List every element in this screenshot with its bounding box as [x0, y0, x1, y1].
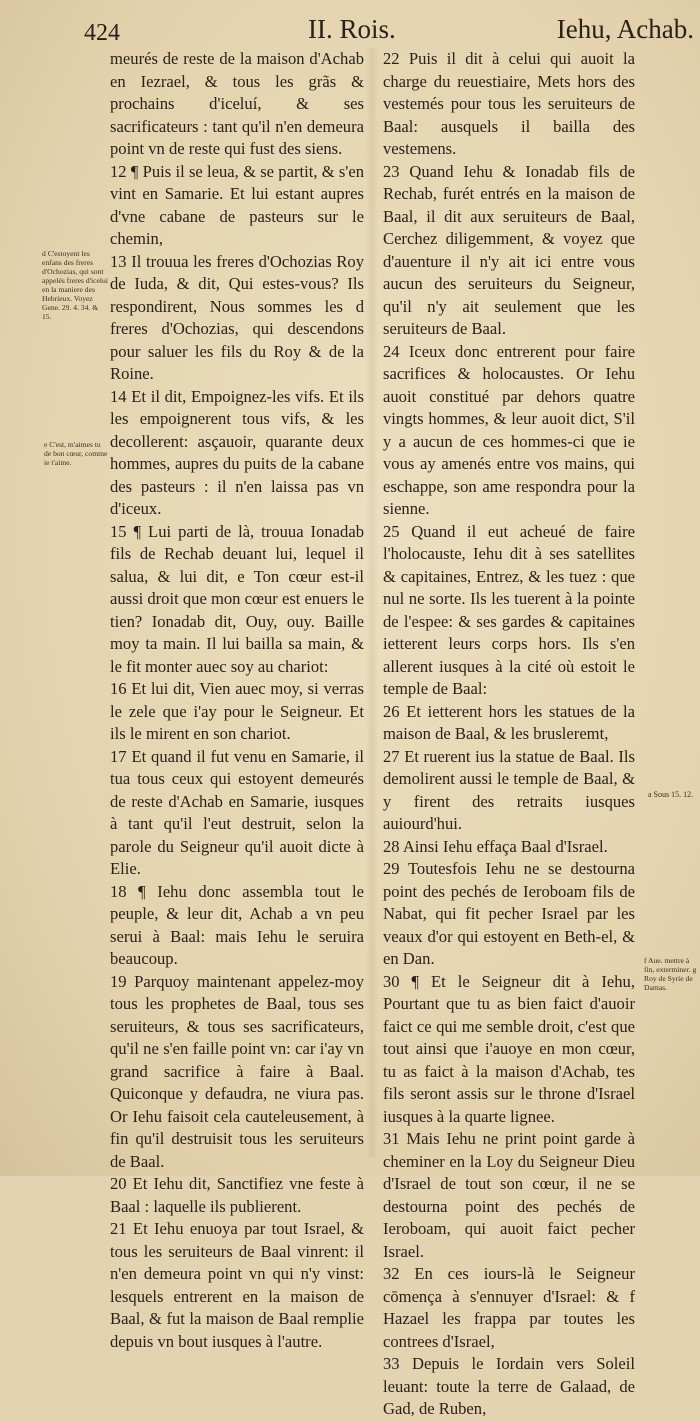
verse-text: 25 Quand il eut acheué de faire l'holocauste, Iehu dit à ses satellites & capitaines, Entrez, & les tuez : que nul ne sorte. Ils les tuerent à la pointe de l'espee: & ses gardes & capitaines ietterent leurs corps hors. Ils s'en allerent iusques à la cité où estoit le temple de Baal:	[383, 521, 635, 698]
verse-text: 22 Puis il dit à celui qui auoit la charge du reuestiaire, Mets hors des vestemés pour tous les seruiteurs de Baal: ausquels il bailla des vestemens.	[383, 49, 635, 158]
verse-text: 13 Il trouua les freres d'Ochozias Roy de Iuda, & dit, Qui estes-vous? Ils respondirent, Nous sommes les d freres d'Ochozias, qui descendons pour saluer les fils du Roy & de la Roine.	[110, 251, 364, 383]
verse-text: 21 Et Iehu enuoya par tout Israel, & tous les seruiteurs de Baal vinrent: il n'en demeura point vn qui n'y vinst: lesquels entrerent en la maison de Baal, & fut la maison de Baal remplie depuis vn bout iusques à l'autre.	[110, 1219, 364, 1351]
page-number: 424	[84, 20, 120, 46]
verse-text: 33 Depuis le Iordain vers Soleil leuant: toute la terre de Galaad, de Gad, de Ruben,	[383, 1354, 635, 1418]
margin-note-f: f Aue. mettre à fin, exterminer. g Roy de Syrie de Damas.	[644, 956, 697, 992]
margin-note-reference: a Sous 15. 12.	[648, 790, 694, 799]
verse-text: 16 Et lui dit, Vien auec moy, si verras le zele que i'ay pour le Seigneur. Et ils le mirent en son chariot.	[110, 679, 364, 743]
verse-text: 19 Parquoy maintenant appelez-moy tous les prophetes de Baal, tous ses seruiteurs, & tous ses sacrificateurs, qu'il ne s'en faille point vn: car i'ay vn grand sacrifice à faire à Baal. Quiconque y defaudra, ne viura pas. Or Iehu faisoit cela cauteleusement, à fin qu'il destruisit tous les seruiteurs de Baal.	[110, 971, 364, 1171]
verse-text: meurés de reste de la maison d'Achab en Iezrael, & tous les grãs & prochains d'iceluí, & ses sacrificateurs : tant qu'il n'en demeura point vn de reste qui fust des siens.	[110, 49, 364, 158]
column-gutter	[366, 48, 378, 1158]
left-column	[110, 48, 364, 1353]
verse-text: 20 Et Iehu dit, Sanctifiez vne feste à Baal : laquelle ils publierent.	[110, 1174, 364, 1216]
verse-text: 29 Toutesfois Iehu ne se destourna point des pechés de Ieroboam fils de Nabat, qui fit pecher Israel par les veaux d'or qui estoyent en Beth-el, & en Dan.	[383, 859, 635, 968]
verse-text: 31 Mais Iehu ne print point garde à cheminer en la Loy du Seigneur Dieu d'Israel de tout son cœur, il ne se destourna point des pechés de Ieroboam, qui auoit faict pecher Israel.	[383, 1129, 635, 1261]
verse-text: 14 Et il dit, Empoignez-les vifs. Et ils les empoignerent tous vifs, & les decollerent: asçauoir, quarante deux hommes, aupres du puits de la cabane des pasteurs : il n'en laissa pas vn d'iceux.	[110, 386, 364, 518]
verse-text: 12 ¶ Puis il se leua, & se partit, & s'en vint en Samarie. Et lui estant aupres d'vne cabane de pasteurs sur le chemin,	[110, 161, 364, 248]
margin-note-d: d C'estoyent les enfans des freres d'Ochozias, qui sont appelés freres d'iceluí en la maniere des Hebrieux. Voyez Gene. 29. 4. 34. & 15.	[42, 249, 108, 321]
verse-text: 17 Et quand il fut venu en Samarie, il tua tous ceux qui estoyent demeurés de reste d'Achab en Samarie, iusques à tant qu'il l'eut destruit, selon la parole du Seigneur qu'il auoit dicte à Elie.	[110, 746, 364, 878]
verse-text: 24 Iceux donc entrerent pour faire sacrifices & holocaustes. Or Iehu auoit constitué par dehors quatre vingts hommes, & leur auoit dict, S'il y a aucun de ces hommes-ci que ie vous ay amenés entre vos mains, qui eschappe, son ame respondra pour la sienne.	[383, 341, 635, 518]
running-head-right: Iehu, Achab.	[556, 14, 694, 44]
verse-text: 26 Et ietterent hors les statues de la maison de Baal, & les brusleremt,	[383, 701, 635, 743]
running-title: II. Rois.	[308, 14, 396, 44]
verse-text: 27 Et ruerent ius la statue de Baal. Ils demolirent aussi le temple de Baal, & y firent des retraits iusques auiourd'hui.	[383, 746, 635, 833]
verse-text: 23 Quand Iehu & Ionadab fils de Rechab, furét entrés en la maison de Baal, il dit aux seruiteurs de Baal, Cerchez diligemment, & voyez que d'auenture il n'y ait ici entre vous aucun des seruiteurs du Seigneur, qu'il n'y ait seulement que les seruiteurs de Baal.	[383, 161, 635, 338]
right-column	[383, 48, 635, 1421]
verse-text: 15 ¶ Lui parti de là, trouua Ionadab fils de Rechab deuant lui, lequel il salua, & lui dit, e Ton cœur est-il aussi droit que mon cœur est enuers le tien? Ionadab dit, Ouy, ouy. Baille moy ta main. Il lui bailla sa main, & le fit monter auec soy au chariot:	[110, 521, 364, 676]
margin-note-e: e C'est, m'aimes tu de bon cœur, comme ie t'aime.	[44, 440, 108, 467]
verse-text: 18 ¶ Iehu donc assembla tout le peuple, & leur dit, Achab a vn peu serui à Baal: mais Iehu le seruira beaucoup.	[110, 881, 364, 968]
verse-text: 28 Ainsi Iehu effaça Baal d'Israel.	[383, 836, 608, 856]
verse-text: 32 En ces iours-là le Seigneur cōmença à s'ennuyer d'Israel: & f Hazael les frappa par toutes les contrees d'Israel,	[383, 1264, 635, 1351]
verse-text: 30 ¶ Et le Seigneur dit à Iehu, Pourtant que tu as bien faict d'auoir faict ce qui me semble droit, c'est que tout ainsi que i'auoye en mon cœur, tu as faict à la maison d'Achab, tes fils seront assis sur le throne d'Israel iusques à la quarte lignee.	[383, 971, 635, 1126]
